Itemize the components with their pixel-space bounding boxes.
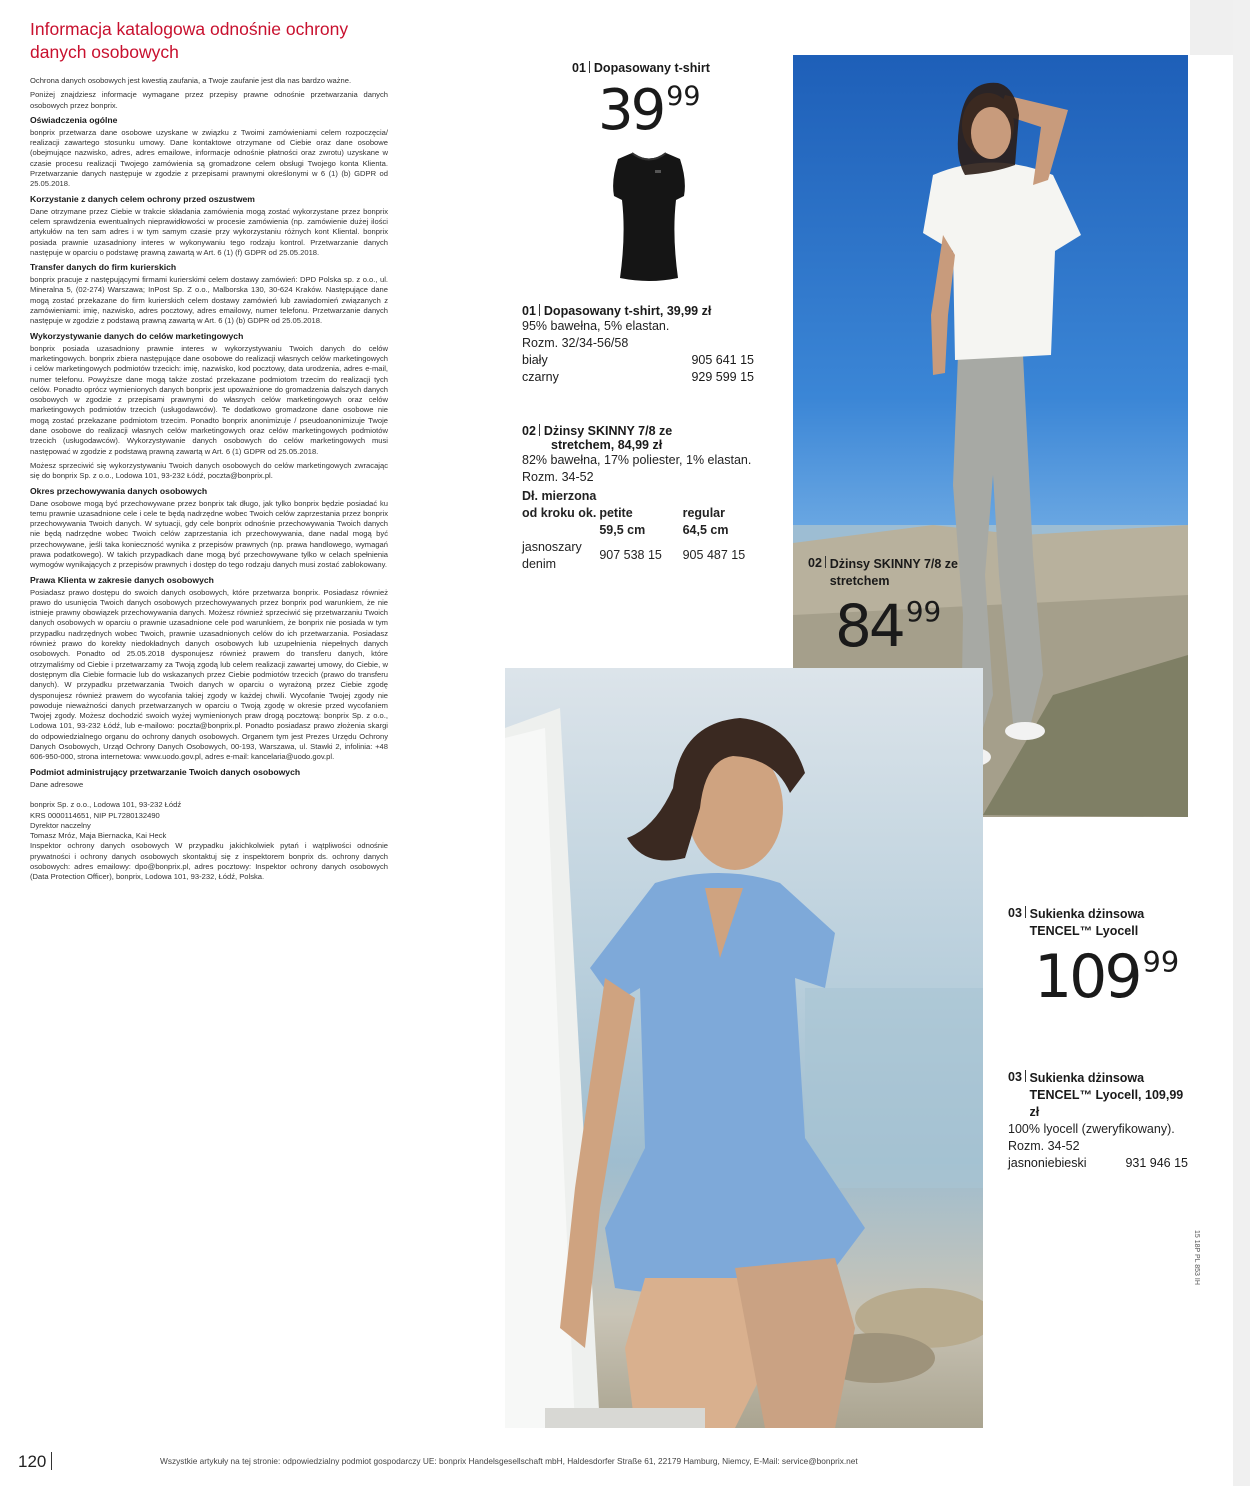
dress-label	[1008, 906, 1193, 940]
privacy-section-heading: Prawa Klienta w zakresie danych osobowych	[30, 574, 214, 585]
variant-color: jasnoszary denim	[522, 540, 582, 571]
jeans-price	[835, 592, 942, 660]
privacy-section-heading: Okres przechowywania danych osobowych	[30, 485, 208, 496]
background-panel	[1190, 0, 1233, 55]
product-number: 02	[808, 556, 822, 570]
jeans-overlay-label	[808, 556, 983, 590]
price-whole: 109	[1034, 942, 1140, 1012]
privacy-section-heading: Korzystanie z danych celem ochrony przed oszustwem	[30, 193, 255, 204]
dress-details	[1008, 1070, 1188, 1172]
page-number-text: 120	[18, 1452, 47, 1471]
privacy-section-text: Posiadasz prawo dostępu do swoich danych osobowych, które przetwarza bonprix. Posiadasz również prawo do usunięcia Twoich danych osobowych przechowywanych przez bonprix pod warunkiem, że nie istnieje prawny obowiązek przechowywania danych. Możesz również sprzeciwić się przetwarzaniu Twoich danych osobowych w oparciu o prawnie uzasadnione cele pod warunkiem, że bonprix nie posiada w tym przypadku nadrzędnych wobec Twoich, prawnie uzasadnionych celów do ich przetwarzania. Posiadasz również prawo do korekty niedokładnych danych osobowych lub uzupełnienia niepełnych danych osobowych. Ponadto od 25.05.2018 dysponujesz również prawem do transferu danych, które otrzymaliśmy od Ciebie i przetwarzamy za Twoją zgodą lub celem realizacji zawartej umowy, do Ciebie, w dostępnym dla Ciebie formacie lub do wskazanych przez Ciebie podmiotów trzecich (prawo do transferu danych). W przypadku przetwarzania Twoich danych w oparciu o wyrażoną przez Ciebie zgodę dysponujesz również prawem do wycofania takiej zgody w każdej chwili. Wycofanie Twojej zgody nie powoduje nieważności danych przetwarzanych w oparciu o Twoją zgodę w okresie przed wycofaniem Twojej zgody. Możesz dochodzić swoich wyżej wymienionych praw drogą pocztową: bonprix Sp. z o.o., Lodowa 101, 93-232 Łódź, lub e-mailowo: poczta@bonprix.pl. Ponadto posiadasz prawo złożenia skargi do odpowiedzialnego organu do ochrony danych osobowych. Organem tym jest Prezes Urzędu Ochrony Danych Osobowych, Urząd Ochrony Danych Osobowych, 00-193, Warszawa, ul. Stawki 2, infolinia: +48 606-950-000, strona internetowa: www.uodo.gov.pl, adres e-mail: kancelaria@uodo.gov.pl.	[30, 587, 388, 762]
privacy-section-text: bonprix przetwarza dane osobowe uzyskane w związku z Twoimi zamówieniami celem rozpoczęcia/ realizacji zawartego stosunku umowy. Dane kontaktowe otrzymane od Ciebie oraz dane osobowe (obejmujące nazwisko, adres, adres emailowe, informacje odnośnie płatności oraz zwrotu) uzyskane w czasie procesu realizacji Twojego zamówienia są gromadzone celem obsługi Twojego konta Klienta. Przetwarzanie danych następuje w zgodzie z przepisami prawnymi określonymi w 6 (1) (b) GDPR od 25.05.2018.	[30, 127, 388, 189]
product-name: Dopasowany t-shirt	[593, 61, 710, 75]
product-detail-title-cont: stretchem, 84,99 zł	[551, 438, 663, 452]
page-number	[18, 1452, 52, 1472]
product-number: 02	[522, 424, 536, 438]
privacy-sections	[30, 76, 388, 883]
length-table	[522, 488, 754, 539]
privacy-title: Informacja katalogowa odnośnie ochrony danych osobowych	[30, 19, 349, 62]
variant-code: 905 641 15	[691, 353, 754, 367]
privacy-section-heading: Wykorzystywanie danych do celów marketingowych	[30, 330, 244, 341]
privacy-section-heading: Podmiot administrujący przetwarzanie Twoich danych osobowych	[30, 766, 301, 777]
page-gutter	[1233, 0, 1250, 1486]
variant-color: biały	[522, 353, 548, 367]
product-number: 01	[572, 61, 586, 75]
privacy-section-text: Dane otrzymane przez Ciebie w trakcie składania zamówienia mogą zostać wykorzystane przez bonprix celem sprawdzenia ewentualnych nieprawidłowości w procesie zamówienia (np. zamówienie dużej ilości artykułów na ten sam adres i w tym samym czasie przy wykorzystaniu różnych kont Kliental. bonprix posiada prawnie uzasadniony interes w wykonywaniu tego rodzaju kontrol. Przetwarzanie danych następuje w oparciu o podstawę prawną zawartą w Art. 6 (1) (f) GDPR od 25.05.2018.	[30, 206, 388, 257]
petite-header: petite	[599, 506, 633, 520]
tshirt-price	[598, 78, 701, 143]
product-number: 03	[1008, 906, 1022, 920]
privacy-section-text: Możesz sprzeciwić się wykorzystywaniu Twoich danych osobowych do celów marketingowych zwracając się do bonprix Sp. z o.o., Lodowa 101, 93-232 Łódź, poczta@bonprix.pl.	[30, 460, 388, 481]
product-sizes: Rozm. 34-52	[522, 470, 594, 484]
jeans-details	[522, 424, 754, 573]
product-detail-title: Sukienka dżinsowa TENCEL™ Lyocell, 109,99 zł	[1029, 1071, 1184, 1119]
privacy-section-text: Dane osobowe mogą być przechowywane przez bonprix tak długo, jak tylko bonprix będzie posiadać ku temu prawnie uzasadnione cele i cele te będą nadrzędne wobec Twoich celów zaprzestania przez bonprix przechowywania Twoich danych. W sytuacji, gdy cele bonprix odnośnie przechowywania Twoich danych nie będą nadrzędne wobec Twoich celów zaprzestania ich przechowywania, dane nadal mogą być przechowywane, jeśli taka konieczność wynika z przepisów prawnych (np. prawa handlowego, wymagań prawa podatkowego). W takich przypadkach dane mogą być przechowywane tylko w celach spełnienia wymogów wynikających z przepisów prawnych i dostęp do tego rodzaju danych musi zostać zablokowany.	[30, 498, 388, 570]
product-detail-title: Dopasowany t-shirt, 39,99 zł	[543, 304, 712, 318]
product-material: 95% bawełna, 5% elastan.	[522, 319, 670, 333]
privacy-section-text: bonprix pracuje z następującymi firmami kurierskimi celem dostawy zamówień: DPD Polska sp. z o.o., ul. Mineralna 5, (02-274) Warszawa; InPost Sp. Z o.o., Malborska 130, 30-624 Kraków. Następujące dane mogą zostać przekazane do firm kurierskich celem dostawy zamówień lub zawiadomień związanych z zamówieniami: imię, nazwisko, adres pocztowy, adres emailowy, numer telefonu. Przetwarzanie danych następuje w zgodzie z podstawą prawną zawartą w Art. 6 (1) (b) GDPR od 25.05.2018.	[30, 275, 388, 326]
price-whole: 39	[598, 78, 664, 143]
dress-price	[1034, 942, 1180, 1012]
privacy-section-text: Poniżej znajdziesz informacje wymagane przez przepisy prawne odnośnie przetwarzania danych osobowych przez bonprix.	[30, 90, 388, 110]
footer-disclaimer: Wszystkie artykuły na tej stronie: odpowiedzialny podmiot gospodarczy UE: bonprix Handelsgesellschaft mbH, Haldesdorfer Straße 61, 22179 Hamburg, Niemcy, E-Mail: service@bonprix.net	[160, 1456, 858, 1466]
variant-row	[1008, 1155, 1188, 1172]
length-label: Dł. mierzona od kroku ok.	[522, 489, 597, 520]
black-tshirt-image	[608, 150, 690, 284]
privacy-section-text: Dane adresowe bonprix Sp. z o.o., Lodowa 101, 93-232 Łódź KRS 0000114651, NIP PL7280132490 Dyrektor naczelny Tomasz Mróz, Maja Biernacka, Kai Heck Inspektor ochrony danych osobowych W przypadku jakichkolwiek pytań i wątpliwości odnośnie prywatności i ochrony danych osobowych skontaktuj się z inspektorem bonprix ds. ochrony danych osobowych: adres emailowy: dpo@bonprix.pl, adres pocztowy: Inspektor ochrony danych osobowych (Data Protection Officer), bonprix, Lodowa 101, 93-232, Łódź, Polska.	[30, 779, 388, 882]
product-sizes: Rozm. 34-52	[1008, 1139, 1080, 1153]
catalog-code: 15 18P PL 853 IH	[1193, 1230, 1200, 1285]
variant-row	[522, 352, 754, 369]
product-name: Sukienka dżinsowa TENCEL™ Lyocell	[1029, 907, 1145, 938]
variant-color: czarny	[522, 370, 559, 384]
variant-color: jasnoniebieski	[1008, 1156, 1087, 1170]
variant-row	[522, 539, 754, 573]
privacy-section-heading: Transfer danych do firm kurierskich	[30, 262, 177, 273]
product-material: 82% bawełna, 17% poliester, 1% elastan.	[522, 453, 752, 467]
privacy-section-text: bonprix posiada uzasadniony prawnie interes w wykorzystywaniu Twoich danych do celów marketingowych. bonprix zbiera następujące dane osobowe do realizacji własnych celów marketingowych i celów marketingowych podmiotów trzecich: imię, nazwisko, kod pocztowy, data urodzenia, adres e-mail, numer telefonu. Powyższe dane mogą także zostać przekazane podmiotom trzecim do realizacji tych celów. Ponadto oprócz wymienionych danych bonprix jest upoważnione do gromadzenia dalszych danych osobowych w zgodzie z przepisami prawnymi do własnych celów marketingowych oraz celów marketingowych podmiotów trzecich (usługodawców). Te dodatkowo gromadzone dane osobowe nie mogą zostać przekazane podmiotom trzecim. Ponadto bonprix anonimizuje / pseudoanonimizuje Twoje dane osobowe do realizacji własnych celów marketingowych oraz celów marketingowych podmiotów trzecich (usługodawców). Wykorzystywanie danych osobowych do celów marketingowych musi następować w zgodzie z podstawą prawną zawartą w Art. 6 (1) GDPR od 25.05.2018.	[30, 343, 388, 456]
price-cents: 99	[1142, 945, 1180, 980]
regular-header: regular	[682, 506, 725, 520]
variant-code-petite: 907 538 15	[599, 548, 662, 562]
privacy-column	[30, 18, 388, 1438]
product-number: 01	[522, 304, 536, 318]
model-photo-dress	[505, 668, 983, 1428]
price-cents: 99	[905, 595, 942, 629]
price-whole: 84	[835, 592, 903, 660]
tshirt-details	[522, 304, 754, 386]
variant-code-regular: 905 487 15	[682, 548, 746, 562]
variant-row	[522, 369, 754, 386]
product-material: 100% lyocell (zweryfikowany).	[1008, 1122, 1175, 1136]
petite-length: 59,5 cm	[599, 523, 646, 537]
tshirt-header	[572, 59, 772, 77]
variant-code: 931 946 15	[1125, 1156, 1188, 1170]
product-detail-title: Dżinsy SKINNY 7/8 ze	[543, 424, 673, 438]
privacy-section-text: Ochrona danych osobowych jest kwestią zaufania, a Twoje zaufanie jest dla nas bardzo ważne.	[30, 76, 352, 85]
product-name: Dżinsy SKINNY 7/8 ze stretchem	[829, 557, 958, 588]
product-number: 03	[1008, 1070, 1022, 1084]
regular-length: 64,5 cm	[682, 523, 729, 537]
privacy-section-heading: Oświadczenia ogólne	[30, 114, 118, 125]
product-sizes: Rozm. 32/34-56/58	[522, 336, 629, 350]
variant-code: 929 599 15	[691, 370, 754, 384]
price-cents: 99	[666, 81, 701, 113]
